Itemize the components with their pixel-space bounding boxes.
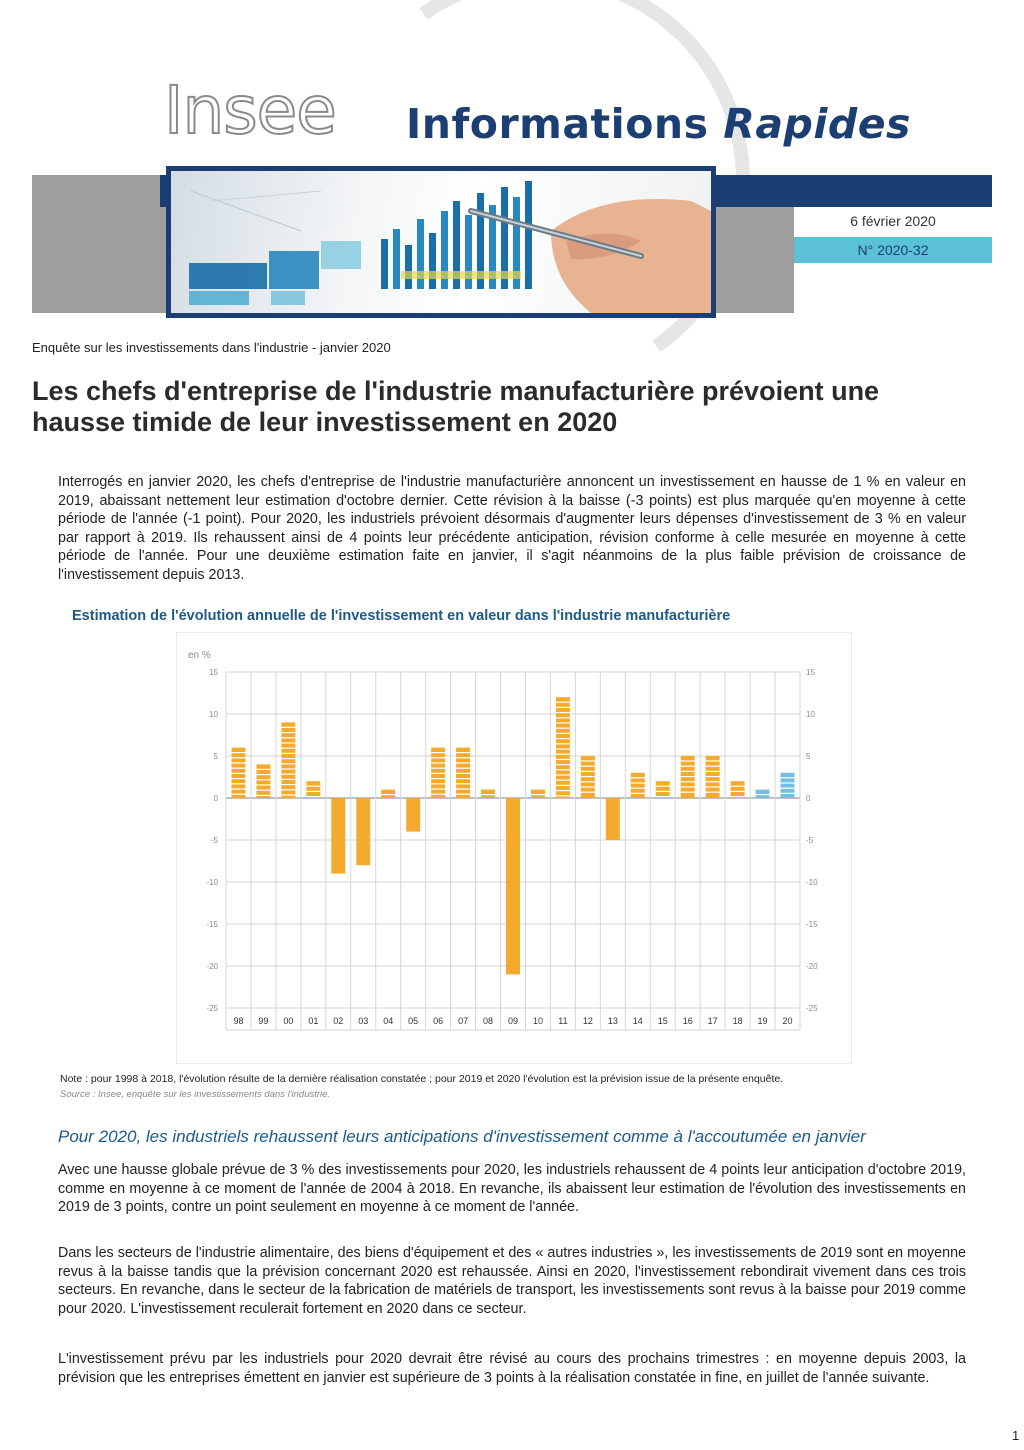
y-tick-label-left: -15 — [206, 920, 218, 929]
publication-title-italic: Rapides — [723, 100, 911, 148]
investment-bar-chart — [176, 632, 852, 1064]
y-tick-label-right: -15 — [806, 920, 818, 929]
y-tick-label-left: 5 — [213, 752, 218, 761]
bar-09 — [506, 798, 520, 974]
chart-hand-illustration — [171, 171, 711, 313]
x-tick-label: 00 — [283, 1016, 294, 1026]
y-tick-label-right: -10 — [806, 878, 818, 887]
y-tick-label-right: 10 — [806, 710, 815, 719]
bar-14 — [631, 773, 645, 798]
x-tick-label: 12 — [582, 1016, 593, 1026]
x-tick-label: 20 — [782, 1016, 793, 1026]
y-tick-label-right: -5 — [806, 836, 814, 845]
x-tick-label: 15 — [657, 1016, 668, 1026]
x-tick-label: 13 — [607, 1016, 618, 1026]
x-tick-label: 06 — [433, 1016, 444, 1026]
y-tick-label-left: -5 — [210, 836, 218, 845]
x-tick-label: 19 — [757, 1016, 768, 1026]
x-tick-label: 02 — [333, 1016, 344, 1026]
bar-03 — [356, 798, 370, 865]
x-tick-label: 18 — [732, 1016, 743, 1026]
y-tick-label-left: 10 — [209, 710, 218, 719]
y-tick-label-left: -10 — [206, 878, 218, 887]
y-axis-label: en % — [188, 650, 211, 661]
y-tick-label-right: 5 — [806, 752, 811, 761]
x-tick-label: 04 — [383, 1016, 394, 1026]
x-tick-label: 07 — [458, 1016, 469, 1026]
x-tick-label: 11 — [558, 1016, 568, 1026]
y-tick-label-left: 15 — [209, 668, 218, 677]
page-number: 1 — [1012, 1428, 1020, 1443]
header-photo — [166, 166, 716, 318]
x-tick-label: 05 — [408, 1016, 419, 1026]
chart-note: Note : pour 1998 à 2018, l'évolution résulte de la dernière réalisation constatée ; pour 2019 et 2020 l'évolution est la prévision issue de la présente enquête. — [60, 1073, 784, 1085]
bar-01 — [306, 781, 320, 798]
y-tick-label-right: 0 — [806, 794, 811, 803]
chart-title: Estimation de l'évolution annuelle de l'investissement en valeur dans l'industrie manufacturière — [72, 608, 731, 624]
x-tick-label: 01 — [308, 1016, 319, 1026]
bar-00 — [281, 722, 295, 798]
x-tick-label: 99 — [258, 1016, 269, 1026]
bar-05 — [406, 798, 420, 832]
bar-15 — [656, 781, 670, 798]
y-tick-label-right: 15 — [806, 668, 815, 677]
y-tick-label-right: -25 — [806, 1004, 818, 1013]
section-subheading: Pour 2020, les industriels rehaussent leurs anticipations d'investissement comme à l'accoutumée en janvier — [58, 1127, 866, 1146]
x-tick-label: 17 — [707, 1016, 718, 1026]
bar-02 — [331, 798, 345, 874]
intro-paragraph: Interrogés en janvier 2020, les chefs d'entreprise de l'industrie manufacturière annoncent un investissement en hausse de 1 % en valeur en 2019, abaissant nettement leur estimation d'octobre dernier. Cette révision à la baisse (-3 points) est plus marquée qu'en moyenne à cette période de l'année (-1 point). Pour 2020, les industriels prévoient désormais d'augmenter leurs dépenses d'investissement de 3 % en valeur par rapport à 2019. Ils rehaussent ainsi de 4 points leur précédente anticipation, révision conforme à celle mesurée en moyenne à cette période de l'année. Pour une deuxième estimation faite en janvier, il s'agit néanmoins de la plus faible prévision de croissance de l'investissement depuis 2013. — [58, 474, 966, 583]
bar-13 — [606, 798, 620, 840]
insee-logo: Insee — [164, 72, 336, 149]
bar-04 — [381, 790, 395, 798]
bar-08 — [481, 790, 495, 798]
x-tick-label: 10 — [532, 1016, 543, 1026]
publication-title-main: Informations — [406, 100, 709, 148]
x-tick-label: 16 — [682, 1016, 693, 1026]
bar-10 — [531, 790, 545, 798]
bar-18 — [731, 781, 745, 798]
y-tick-label-right: -20 — [806, 962, 818, 971]
bar-19 — [756, 790, 770, 798]
x-tick-label: 08 — [483, 1016, 494, 1026]
chart-source: Source : Insee, enquête sur les investissements dans l'industrie. — [60, 1089, 331, 1100]
x-tick-label: 09 — [507, 1016, 519, 1026]
publication-date: 6 février 2020 — [850, 213, 936, 229]
publication-title — [406, 100, 911, 148]
x-tick-label: 14 — [632, 1016, 643, 1026]
x-tick-label: 03 — [358, 1016, 369, 1026]
y-tick-label-left: 0 — [213, 794, 218, 803]
publication-number: N° 2020-32 — [794, 237, 992, 263]
body-paragraph-3: L'investissement prévu par les industriels pour 2020 devrait être révisé au cours des prochains trimestres : en moyenne depuis 2003, la prévision que les entreprises émettent en janvier est supérieure de 3 points à la réalisation constatée in fine, en juillet de l'année suivante. — [58, 1351, 966, 1386]
page-title: Les chefs d'entreprise de l'industrie manufacturière prévoient une hausse timide de leur investissement en 2020 — [32, 376, 880, 437]
body-paragraph-1: Avec une hausse globale prévue de 3 % des investissements pour 2020, les industriels rehaussent de 4 points leur anticipation d'octobre 2019, comme en moyenne à ce moment de l'année de 2004 à 2018. En revanche, ils abaissent leur estimation de l'évolution des investissements en 2019 de 3 points, contre un point seulement en moyenne à ce moment de l'année. — [58, 1162, 966, 1215]
survey-label: Enquête sur les investissements dans l'industrie - janvier 2020 — [32, 340, 391, 355]
body-paragraph-2: Dans les secteurs de l'industrie alimentaire, des biens d'équipement et des « autres industries », les investissements de 2019 sont en moyenne revus à la baisse tandis que la prévision concernant 2020 est rehaussée. Ainsi en 2020, l'investissement rebondirait vivement dans ces trois secteurs. En revanche, dans le secteur de la fabrication de matériels de transport, les investissements sont revus à la baisse pour 2019 comme pour 2020. L'investissement reculerait fortement en 2020 dans ce secteur. — [58, 1245, 966, 1317]
y-tick-label-left: -25 — [206, 1004, 218, 1013]
x-tick-label: 98 — [233, 1016, 244, 1026]
bar-20 — [781, 773, 795, 798]
y-tick-label-left: -20 — [206, 962, 218, 971]
